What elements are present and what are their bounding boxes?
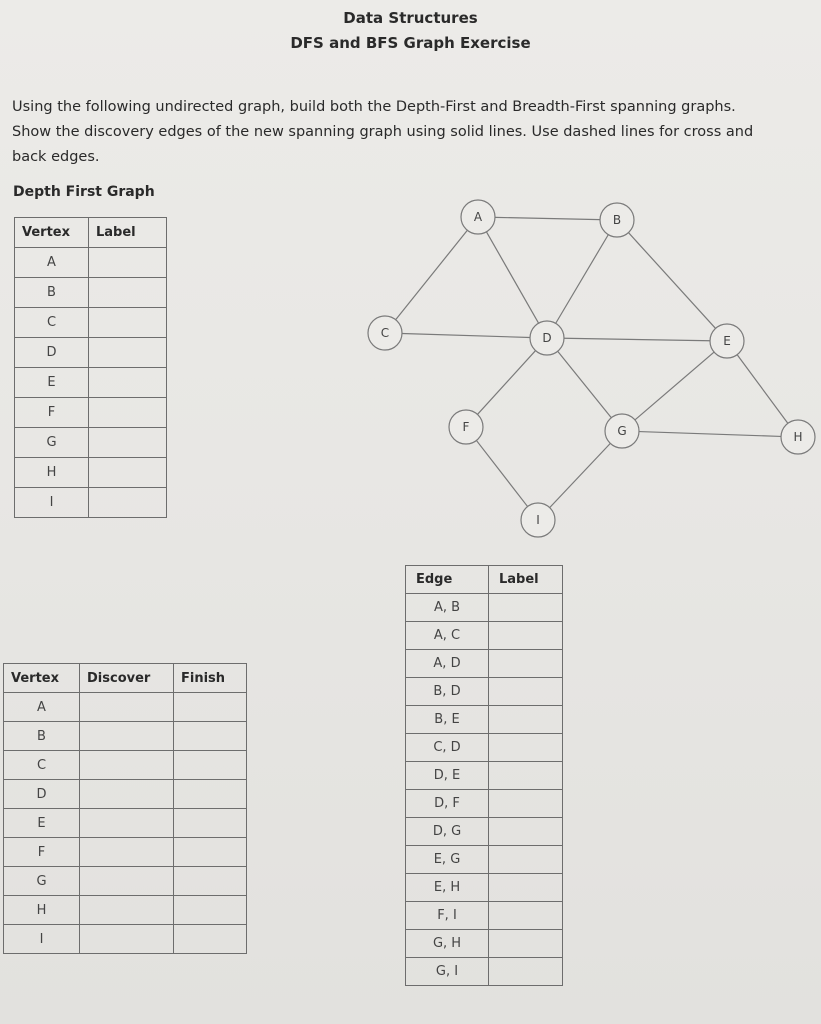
vertex-label: A [473,210,483,224]
graph-vertex-g [605,414,639,448]
row-key-cell: A, D [406,650,489,678]
vertex-label: H [793,430,803,444]
row-key-cell: D, E [406,762,489,790]
page-title: Data Structures [343,9,478,27]
instruction-line: back edges. [12,149,100,165]
column-header: Edge [406,566,489,594]
row-key-cell: D [4,780,80,809]
graph-edge-g-i [550,443,611,507]
graph-edge-g-h [639,432,781,437]
row-key-cell: C, D [406,734,489,762]
graph-vertex-a [461,200,495,234]
graph-edge-f-i [476,440,527,506]
row-key-cell: H [4,896,80,925]
graph-edge-b-d [556,235,609,324]
graph-vertex-i [521,503,555,537]
graph-edge-e-h [737,355,788,424]
row-key-cell: A, C [406,622,489,650]
graph-vertex-d [530,321,564,355]
graph-edge-d-f [477,351,535,415]
graph-edge-e-g [635,352,714,420]
section-title: Depth First Graph [13,184,155,200]
vertex-label: E [723,334,731,348]
row-key-cell: G, H [406,930,489,958]
row-key-cell: A [4,693,80,722]
row-key-cell: F, I [406,902,489,930]
graph-vertex-e [710,324,744,358]
row-key-cell: F [15,398,89,428]
row-key-cell: E, G [406,846,489,874]
vertex-label: I [536,513,540,527]
row-key-cell: I [4,925,80,954]
row-key-cell: B [4,722,80,751]
row-key-cell: D [15,338,89,368]
row-key-cell: A, B [406,594,489,622]
row-key-cell: B [15,278,89,308]
row-key-cell: B, D [406,678,489,706]
graph-vertex-c [368,316,402,350]
row-key-cell: D, G [406,818,489,846]
row-key-cell: G [4,867,80,896]
row-key-cell: H [15,458,89,488]
graph-edge-d-e [564,338,710,340]
row-key-cell: G [15,428,89,458]
row-key-cell: I [15,488,89,518]
graph-edge-c-d [402,334,530,338]
column-header: Vertex [15,218,89,248]
row-key-cell: A [15,248,89,278]
graph-vertex-f [449,410,483,444]
vertex-label: D [542,331,552,345]
instruction-line: Using the following undirected graph, build both the Depth-First and Breadth-First spanning graphs. [12,99,736,115]
graph-vertex-h [781,420,815,454]
page-subtitle: DFS and BFS Graph Exercise [290,34,531,52]
row-key-cell: F [4,838,80,867]
column-header: Vertex [4,664,80,693]
column-header: Label [89,218,167,248]
vertex-label: B [612,213,622,227]
graph-vertex-b [600,203,634,237]
graph-edges [396,217,788,507]
vertex-label: G [617,424,627,438]
column-header: Finish [174,664,247,693]
row-key-cell: G, I [406,958,489,986]
vertex-label: C [380,326,390,340]
row-key-cell: C [4,751,80,780]
row-key-cell: C [15,308,89,338]
row-key-cell: B, E [406,706,489,734]
row-key-cell: E, H [406,874,489,902]
graph-edge-d-g [558,351,612,418]
graph-edge-a-b [495,217,600,219]
row-key-cell: E [15,368,89,398]
graph-edge-b-e [628,233,715,329]
instruction-line: Show the discovery edges of the new spanning graph using solid lines. Use dashed lines for cross and [12,124,754,140]
row-key-cell: D, F [406,790,489,818]
graph-edge-a-d [486,232,538,323]
column-header: Discover [80,664,174,693]
column-header: Label [489,566,563,594]
vertex-label: F [462,420,470,434]
row-key-cell: E [4,809,80,838]
graph-edge-a-c [396,230,468,319]
